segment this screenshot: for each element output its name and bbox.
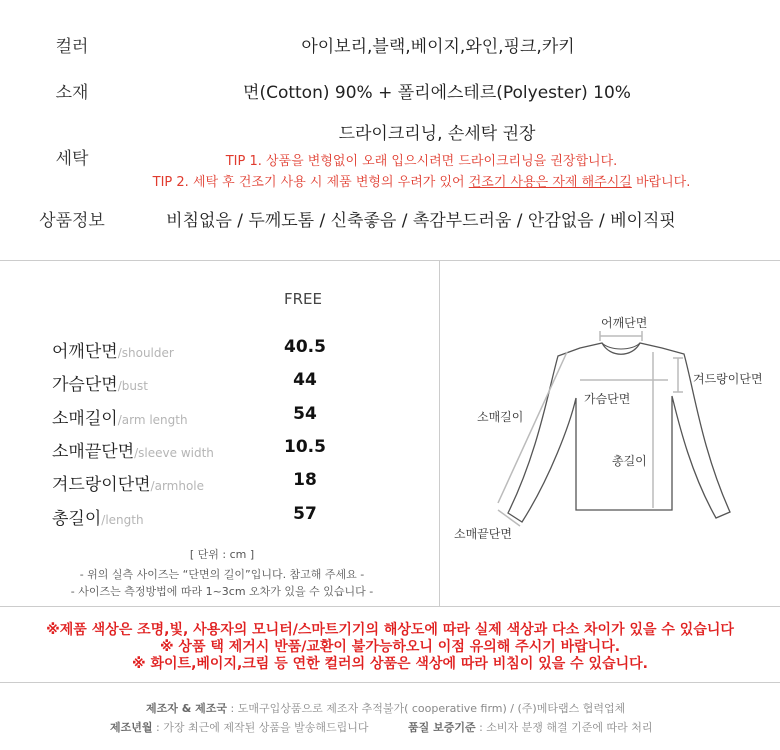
size-label-ko: 겨드랑이단면 — [52, 475, 151, 495]
size-label-en: /shoulder — [117, 346, 174, 360]
divider-top — [0, 260, 780, 261]
size-label-ko: 가슴단면 — [52, 375, 118, 395]
wash-value: 드라이크리닝, 손세탁 권장 — [338, 124, 536, 144]
footer-maker-label: 제조자 & 제조국 — [146, 702, 228, 715]
size-label-en: /bust — [117, 379, 148, 393]
footer-date-value: : 가장 최근에 제작된 상품을 발송해드립니다 — [152, 721, 369, 734]
divider-bottom — [0, 682, 780, 683]
warning-3: ※ 화이트,베이지,크림 등 연한 컬러의 상품은 색상에 따라 비침이 있을 수 있습니다. — [132, 656, 648, 672]
warning-1: ※제품 색상은 조명,빛, 사용자의 모니터/스마트기기의 해상도에 따라 실제 색상과 다소 차이가 있을 수 있습니다 — [46, 622, 734, 638]
diagram-label-bust: 가슴단면 — [584, 392, 631, 406]
color-label: 컬러 — [55, 37, 89, 57]
divider-middle — [0, 606, 780, 607]
wash-tip2 — [0, 171, 780, 190]
wash-tip2-c: 바랍니다. — [631, 175, 691, 190]
size-label-en: /sleeve width — [134, 446, 214, 460]
material-label: 소재 — [55, 83, 89, 103]
diagram-label-cuff: 소매끝단면 — [454, 527, 512, 541]
footer-maker — [146, 700, 625, 716]
size-label-ko: 어깨단면 — [52, 342, 118, 362]
size-note-1: - 위의 실측 사이즈는 “단면의 길이”입니다. 참고해 주세요 - — [79, 568, 365, 581]
wash-tip1: TIP 1. 상품을 변형없이 오래 입으시려면 드라이크리닝을 권장합니다. — [225, 154, 618, 169]
material-value: 면(Cotton) 90% + 폴리에스테르(Polyester) 10% — [243, 83, 631, 103]
size-value: 40.5 — [284, 337, 326, 357]
tshirt-diagram — [440, 300, 780, 560]
product-label: 상품정보 — [39, 211, 105, 231]
diagram-label-shoulder: 어깨단면 — [601, 316, 648, 330]
product-value: 비침없음 / 두께도톰 / 신축좋음 / 촉감부드러움 / 안감없음 / 베이직핏 — [166, 211, 676, 231]
size-label-ko: 소매끝단면 — [52, 442, 135, 462]
size-note-2: - 사이즈는 측정방법에 따라 1~3cm 오차가 있을 수 있습니다 - — [70, 585, 374, 598]
warning-2: ※ 상품 택 제거시 반품/교환이 불가능하오니 이점 유의해 주시기 바랍니다. — [159, 639, 621, 655]
size-value: 18 — [293, 470, 317, 490]
size-value: 10.5 — [284, 437, 326, 457]
size-value: 57 — [293, 504, 317, 524]
diagram-label-armhole: 겨드랑이단면 — [693, 372, 763, 386]
footer-date — [110, 719, 368, 735]
footer-quality — [408, 719, 653, 735]
size-value: 54 — [293, 404, 317, 424]
size-label-ko: 총길이 — [52, 509, 102, 529]
wash-tip2-a: TIP 2. 세탁 후 건조기 사용 시 제품 변형의 우려가 있어 — [152, 175, 469, 190]
tshirt-collar — [602, 343, 640, 349]
size-label-en: /length — [101, 513, 144, 527]
footer-date-label: 제조년월 — [110, 721, 153, 734]
size-label-ko: 소매길이 — [52, 409, 118, 429]
wash-label: 세탁 — [55, 149, 89, 169]
wash-tip2-b: 건조기 사용은 자제 해주시길 — [468, 175, 632, 190]
color-value: 아이보리,블랙,베이지,와인,핑크,카키 — [301, 37, 575, 57]
size-header: FREE — [284, 290, 323, 308]
diagram-label-length: 총길이 — [612, 454, 647, 468]
footer-quality-label: 품질 보증기준 — [408, 721, 476, 734]
size-unit: [ 단위 : cm ] — [189, 548, 255, 561]
footer-maker-value: : 도매구입상품으로 제조자 추적불가( cooperative firm) / (주)메타랩스 협력업체 — [227, 702, 626, 715]
size-label-en: /arm length — [117, 413, 188, 427]
size-value: 44 — [293, 370, 317, 390]
size-label-en: /armhole — [150, 479, 205, 493]
footer-quality-value: : 소비자 분쟁 해결 기준에 따라 처리 — [475, 721, 653, 734]
diagram-label-sleeve: 소매길이 — [477, 410, 524, 424]
